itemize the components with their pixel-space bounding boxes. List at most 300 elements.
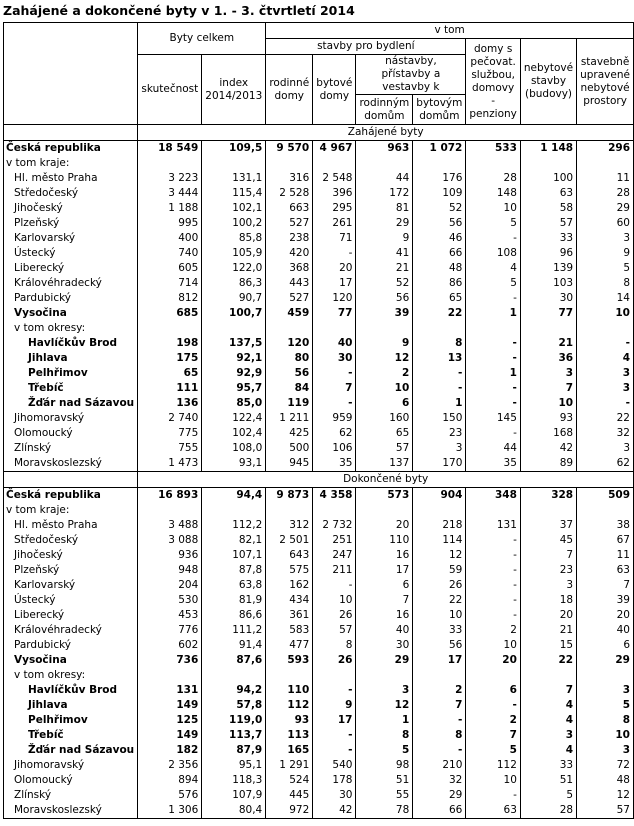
cell-value: 8: [577, 276, 634, 291]
cell-value: 5: [466, 743, 521, 758]
cell-value: 4: [466, 261, 521, 276]
row-label: Ústecký: [4, 246, 138, 261]
table-row: [4, 456, 634, 472]
cell-value: [202, 156, 266, 171]
cell-value: 13: [413, 351, 466, 366]
cell-value: 17: [356, 563, 413, 578]
cell-value: -: [313, 366, 356, 381]
cell-value: 51: [356, 773, 413, 788]
table-row: [4, 713, 634, 728]
row-label: Žďár nad Sázavou: [4, 396, 138, 411]
cell-value: 602: [138, 638, 202, 653]
cell-value: 45: [520, 533, 576, 548]
cell-value: 33: [520, 231, 576, 246]
cell-value: 714: [138, 276, 202, 291]
cell-value: 1: [466, 306, 521, 321]
cell-value: 150: [413, 411, 466, 426]
row-label: Karlovarský: [4, 231, 138, 246]
table-row: [4, 216, 634, 231]
cell-value: 131: [138, 683, 202, 698]
cell-value: [138, 503, 202, 518]
table-row: [4, 503, 634, 518]
cell-value: 86,3: [202, 276, 266, 291]
cell-value: 85,8: [202, 231, 266, 246]
cell-value: 1 306: [138, 803, 202, 819]
cell-value: [520, 321, 576, 336]
cell-value: 936: [138, 548, 202, 563]
cell-value: 361: [266, 608, 313, 623]
cell-value: 42: [520, 441, 576, 456]
cell-value: 112: [266, 698, 313, 713]
cell-value: -: [466, 563, 521, 578]
cell-value: 261: [313, 216, 356, 231]
cell-value: 1 072: [413, 141, 466, 157]
cell-value: 136: [138, 396, 202, 411]
cell-value: [313, 321, 356, 336]
cell-value: 95,7: [202, 381, 266, 396]
cell-value: 30: [313, 351, 356, 366]
cell-value: -: [466, 788, 521, 803]
table-row: [4, 201, 634, 216]
section-header-row: [4, 125, 634, 141]
cell-value: 4: [520, 698, 576, 713]
cell-value: 9: [356, 336, 413, 351]
cell-value: 120: [266, 336, 313, 351]
cell-value: 107,1: [202, 548, 266, 563]
cell-value: 198: [138, 336, 202, 351]
cell-value: 575: [266, 563, 313, 578]
cell-value: 80: [266, 351, 313, 366]
cell-value: 22: [520, 653, 576, 668]
row-label: Plzeňský: [4, 216, 138, 231]
cell-value: 48: [413, 261, 466, 276]
cell-value: 7: [466, 728, 521, 743]
cell-value: 139: [520, 261, 576, 276]
cell-value: 119,0: [202, 713, 266, 728]
cell-value: 122,0: [202, 261, 266, 276]
cell-value: 46: [413, 231, 466, 246]
cell-value: -: [466, 231, 521, 246]
cell-value: 59: [413, 563, 466, 578]
cell-value: 963: [356, 141, 413, 157]
cell-value: 540: [313, 758, 356, 773]
cell-value: 66: [413, 246, 466, 261]
cell-value: 86: [413, 276, 466, 291]
cell-value: 16 893: [138, 488, 202, 504]
cell-value: 328: [520, 488, 576, 504]
cell-value: 2 528: [266, 186, 313, 201]
cell-value: 33: [520, 758, 576, 773]
cell-value: 100,7: [202, 306, 266, 321]
cell-value: 3: [577, 441, 634, 456]
cell-value: 3: [577, 381, 634, 396]
cell-value: 11: [577, 548, 634, 563]
cell-value: 32: [413, 773, 466, 788]
cell-value: 14: [577, 291, 634, 306]
cell-value: 3 088: [138, 533, 202, 548]
cell-value: 10: [313, 593, 356, 608]
cell-value: 26: [413, 578, 466, 593]
cell-value: 251: [313, 533, 356, 548]
cell-value: [356, 321, 413, 336]
cell-value: 78: [356, 803, 413, 819]
cell-value: 137: [356, 456, 413, 472]
cell-value: [466, 156, 521, 171]
cell-value: 238: [266, 231, 313, 246]
cell-value: 605: [138, 261, 202, 276]
row-label: Jihočeský: [4, 548, 138, 563]
cell-value: -: [313, 246, 356, 261]
cell-value: 111,2: [202, 623, 266, 638]
cell-value: 65: [138, 366, 202, 381]
cell-value: -: [466, 426, 521, 441]
cell-value: 67: [577, 533, 634, 548]
cell-value: 28: [466, 171, 521, 186]
cell-value: [466, 503, 521, 518]
table-row: [4, 743, 634, 758]
cell-value: 109,5: [202, 141, 266, 157]
cell-value: 58: [520, 201, 576, 216]
cell-value: [413, 321, 466, 336]
header-rodinne-domy: rodinné domy: [266, 55, 313, 125]
row-label: Liberecký: [4, 261, 138, 276]
cell-value: 102,4: [202, 426, 266, 441]
cell-value: 32: [577, 426, 634, 441]
row-label: Hl. město Praha: [4, 518, 138, 533]
cell-value: 685: [138, 306, 202, 321]
cell-value: 12: [356, 351, 413, 366]
cell-value: 23: [413, 426, 466, 441]
cell-value: [356, 503, 413, 518]
cell-value: 9: [313, 698, 356, 713]
cell-value: 28: [577, 186, 634, 201]
housing-table: [3, 22, 634, 819]
cell-value: 28: [520, 803, 576, 819]
row-label: Havlíčkův Brod: [4, 683, 138, 698]
cell-value: 2: [466, 713, 521, 728]
cell-value: 8: [577, 713, 634, 728]
cell-value: 9: [577, 246, 634, 261]
row-label: Vysočina: [4, 653, 138, 668]
cell-value: 453: [138, 608, 202, 623]
cell-value: 2 732: [313, 518, 356, 533]
cell-value: 87,9: [202, 743, 266, 758]
cell-value: 178: [313, 773, 356, 788]
cell-value: 98: [356, 758, 413, 773]
cell-value: 87,6: [202, 653, 266, 668]
cell-value: [413, 668, 466, 683]
cell-value: 3: [520, 728, 576, 743]
cell-value: 10: [520, 396, 576, 411]
row-label: Žďár nad Sázavou: [4, 743, 138, 758]
cell-value: 368: [266, 261, 313, 276]
cell-value: 125: [138, 713, 202, 728]
row-label: Jihomoravský: [4, 411, 138, 426]
cell-value: 39: [356, 306, 413, 321]
cell-value: 959: [313, 411, 356, 426]
table-row: [4, 578, 634, 593]
cell-value: 527: [266, 291, 313, 306]
cell-value: 85,0: [202, 396, 266, 411]
cell-value: 348: [466, 488, 521, 504]
cell-value: 948: [138, 563, 202, 578]
cell-value: 26: [313, 608, 356, 623]
cell-value: 2: [466, 623, 521, 638]
cell-value: 10: [356, 381, 413, 396]
cell-value: 66: [413, 803, 466, 819]
cell-value: 160: [356, 411, 413, 426]
cell-value: 84: [266, 381, 313, 396]
cell-value: 583: [266, 623, 313, 638]
cell-value: 477: [266, 638, 313, 653]
cell-value: 175: [138, 351, 202, 366]
cell-value: 65: [413, 291, 466, 306]
row-label: Moravskoslezský: [4, 456, 138, 472]
cell-value: 204: [138, 578, 202, 593]
cell-value: 29: [413, 788, 466, 803]
cell-value: 3 223: [138, 171, 202, 186]
table-row: [4, 773, 634, 788]
cell-value: 593: [266, 653, 313, 668]
cell-value: 904: [413, 488, 466, 504]
cell-value: 149: [138, 698, 202, 713]
cell-value: 111: [138, 381, 202, 396]
cell-value: 4 967: [313, 141, 356, 157]
cell-value: 92,9: [202, 366, 266, 381]
row-label: Jihlava: [4, 351, 138, 366]
cell-value: 10: [466, 638, 521, 653]
cell-value: 9 873: [266, 488, 313, 504]
header-stavby-pro-bydleni: stavby pro bydlení: [266, 39, 466, 55]
table-row: [4, 186, 634, 201]
cell-value: 894: [138, 773, 202, 788]
row-label: Vysočina: [4, 306, 138, 321]
table-row: [4, 683, 634, 698]
cell-value: 2 501: [266, 533, 313, 548]
cell-value: [577, 156, 634, 171]
row-label: Česká republika: [4, 488, 138, 504]
table-row: [4, 518, 634, 533]
cell-value: 5: [577, 698, 634, 713]
cell-value: 57: [313, 623, 356, 638]
cell-value: 63,8: [202, 578, 266, 593]
cell-value: 509: [577, 488, 634, 504]
cell-value: 3: [520, 366, 576, 381]
section-label: Zahájené byty: [138, 125, 634, 141]
cell-value: 1: [413, 396, 466, 411]
cell-value: 21: [520, 336, 576, 351]
cell-value: -: [313, 396, 356, 411]
cell-value: -: [313, 743, 356, 758]
cell-value: 56: [413, 216, 466, 231]
cell-value: 5: [356, 743, 413, 758]
cell-value: 148: [466, 186, 521, 201]
cell-value: 812: [138, 291, 202, 306]
cell-value: 443: [266, 276, 313, 291]
row-label: Plzeňský: [4, 563, 138, 578]
cell-value: -: [466, 698, 521, 713]
cell-value: 22: [413, 306, 466, 321]
cell-value: -: [466, 381, 521, 396]
cell-value: 10: [413, 608, 466, 623]
cell-value: 7: [577, 578, 634, 593]
page-title: Zahájené a dokončené byty v 1. - 3. čtvrtletí 2014: [3, 3, 355, 18]
cell-value: 4: [520, 743, 576, 758]
cell-value: 3: [577, 743, 634, 758]
cell-value: [466, 668, 521, 683]
cell-value: 109: [413, 186, 466, 201]
cell-value: 1: [356, 713, 413, 728]
table-row: [4, 381, 634, 396]
row-label: Pardubický: [4, 638, 138, 653]
cell-value: [413, 503, 466, 518]
cell-value: 107,9: [202, 788, 266, 803]
header-stavebne-upravene: stavebně upravené nebytové prostory: [577, 39, 634, 125]
cell-value: [577, 668, 634, 683]
cell-value: [520, 668, 576, 683]
cell-value: 7: [413, 698, 466, 713]
cell-value: 145: [466, 411, 521, 426]
header-bytove-domy: bytové domy: [313, 55, 356, 125]
table-row: [4, 653, 634, 668]
row-label: Pardubický: [4, 291, 138, 306]
cell-value: 113: [266, 728, 313, 743]
cell-value: 96: [520, 246, 576, 261]
cell-value: 21: [520, 623, 576, 638]
cell-value: -: [313, 578, 356, 593]
cell-value: 4: [520, 713, 576, 728]
cell-value: 57: [577, 803, 634, 819]
cell-value: [266, 156, 313, 171]
table-row: [4, 758, 634, 773]
row-label: v tom kraje:: [4, 156, 138, 171]
cell-value: 168: [520, 426, 576, 441]
cell-value: 445: [266, 788, 313, 803]
cell-value: [466, 321, 521, 336]
cell-value: 30: [313, 788, 356, 803]
cell-value: 105,9: [202, 246, 266, 261]
cell-value: 3 444: [138, 186, 202, 201]
cell-value: 21: [356, 261, 413, 276]
cell-value: 3: [577, 366, 634, 381]
cell-value: 93: [520, 411, 576, 426]
cell-value: 576: [138, 788, 202, 803]
cell-value: 57: [356, 441, 413, 456]
cell-value: 945: [266, 456, 313, 472]
cell-value: 10: [577, 306, 634, 321]
cell-value: 527: [266, 216, 313, 231]
cell-value: -: [466, 578, 521, 593]
cell-value: 86,6: [202, 608, 266, 623]
cell-value: 10: [577, 728, 634, 743]
cell-value: [202, 321, 266, 336]
table-row: [4, 366, 634, 381]
cell-value: 210: [413, 758, 466, 773]
cell-value: -: [466, 548, 521, 563]
row-label: Královéhradecký: [4, 623, 138, 638]
row-label: Třebíč: [4, 728, 138, 743]
cell-value: [138, 668, 202, 683]
cell-value: 7: [520, 381, 576, 396]
row-label: Ústecký: [4, 593, 138, 608]
cell-value: 57,8: [202, 698, 266, 713]
cell-value: 60: [577, 216, 634, 231]
table-row: [4, 638, 634, 653]
cell-value: 2: [356, 366, 413, 381]
cell-value: [356, 668, 413, 683]
row-label: Pelhřimov: [4, 366, 138, 381]
cell-value: 16: [356, 548, 413, 563]
cell-value: -: [466, 351, 521, 366]
cell-value: 112,2: [202, 518, 266, 533]
cell-value: 36: [520, 351, 576, 366]
cell-value: 533: [466, 141, 521, 157]
cell-value: 775: [138, 426, 202, 441]
cell-value: 530: [138, 593, 202, 608]
table-row: [4, 396, 634, 411]
header-bytovym-domum: bytovým domům: [413, 95, 466, 125]
row-label: Česká republika: [4, 141, 138, 157]
cell-value: 4: [577, 351, 634, 366]
header-index: index 2014/2013: [202, 55, 266, 125]
cell-value: 56: [413, 638, 466, 653]
cell-value: 20: [520, 608, 576, 623]
cell-value: 56: [356, 291, 413, 306]
cell-value: 4 358: [313, 488, 356, 504]
cell-value: [266, 668, 313, 683]
row-label: Havlíčkův Brod: [4, 336, 138, 351]
table-row: [4, 668, 634, 683]
cell-value: 41: [356, 246, 413, 261]
cell-value: 396: [313, 186, 356, 201]
cell-value: 400: [138, 231, 202, 246]
cell-value: -: [466, 593, 521, 608]
cell-value: 51: [520, 773, 576, 788]
cell-value: -: [466, 396, 521, 411]
cell-value: 3: [577, 683, 634, 698]
table-row: [4, 728, 634, 743]
cell-value: 100,2: [202, 216, 266, 231]
cell-value: 82,1: [202, 533, 266, 548]
cell-value: 118,3: [202, 773, 266, 788]
cell-value: 120: [313, 291, 356, 306]
row-label: Středočeský: [4, 186, 138, 201]
cell-value: -: [466, 291, 521, 306]
cell-value: 35: [466, 456, 521, 472]
cell-value: 1 291: [266, 758, 313, 773]
section-label: Dokončené byty: [138, 472, 634, 488]
cell-value: 137,5: [202, 336, 266, 351]
cell-value: 9 570: [266, 141, 313, 157]
cell-value: [202, 503, 266, 518]
cell-value: [313, 156, 356, 171]
cell-value: -: [413, 743, 466, 758]
cell-value: 6: [577, 638, 634, 653]
cell-value: 162: [266, 578, 313, 593]
cell-value: 2 356: [138, 758, 202, 773]
cell-value: 102,1: [202, 201, 266, 216]
cell-value: 18 549: [138, 141, 202, 157]
cell-value: 6: [356, 578, 413, 593]
cell-value: 20: [577, 608, 634, 623]
table-body: [4, 125, 634, 819]
cell-value: 30: [356, 638, 413, 653]
cell-value: 12: [356, 698, 413, 713]
cell-value: 573: [356, 488, 413, 504]
cell-value: 62: [313, 426, 356, 441]
table-row: [4, 246, 634, 261]
cell-value: 20: [466, 653, 521, 668]
